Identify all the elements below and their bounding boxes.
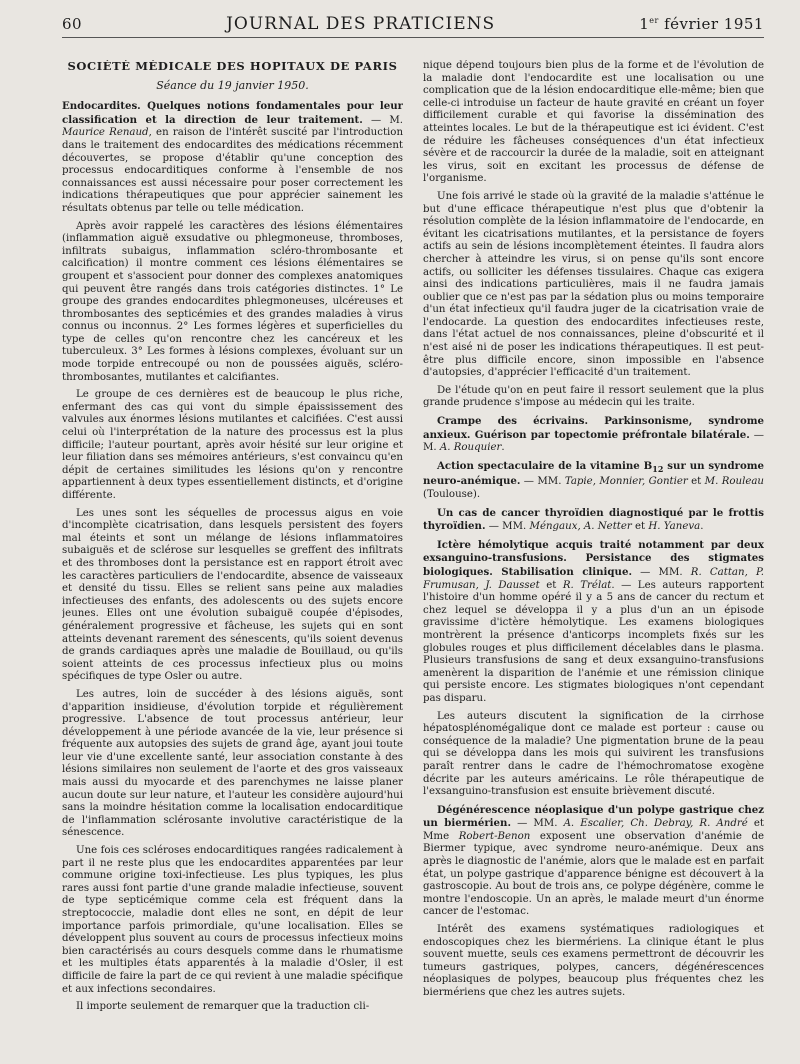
subscript-12: 12 xyxy=(652,463,664,474)
article-author: Maurice Renaud xyxy=(62,127,149,139)
issue-date-rest: février 1951 xyxy=(658,15,764,33)
society-heading: SOCIÉTÉ MÉDICALE DES HOPITAUX DE PARIS xyxy=(67,60,398,73)
running-header xyxy=(62,14,764,38)
article-author: M. Rouleau xyxy=(704,476,764,488)
article-crampe: Crampe des écrivains. Parkinsonisme, syndrome anxieux. Guérison par topectomie préfrontale bilatérale. — M. A. Rouquier. xyxy=(423,415,764,454)
paragraph: nique dépend toujours bien plus de la forme et de l'évolution de la maladie dont l'endocardite est une localisation ou une complication que de la lésion endocarditique elle-même; bien que celle-ci introduise un facteur de haute gravité en créant un foyer difficilement curable et qui favorise la dissémination des atteintes locales. Le but de la thérapeutique est ici évident. C'est de réduire les fâcheuses conséquences d'un état infectieux sévère et de raccourcir la durée de la maladie, soit en atteignant les virus, soit en excitant les processus de défense de l'organisme. xyxy=(423,60,764,185)
paragraph: Le groupe de ces dernières est de beaucoup le plus riche, enfermant des cas qui vont du simple épaississement des valvules aux énormes lésions mutilantes et calcifiées. C'est aussi celui où l'interprétation de la nature des processus est la plus difficile; l'auteur pourtant, après avoir hésité sur leur origine et leur filiation dans ses mémoires antérieurs, s'est convaincu qu'en dépit de certaines similitudes les lésions qu'on y rencontre appartiennent à deux types essentiellement distincts, et d'origine différente. xyxy=(62,389,403,501)
article-title: Endocardites. Quelques notions fondamentales pour leur classification et la direction de leur traitement. xyxy=(62,100,403,126)
article-title: Dégénérescence néoplasique d'un polype gastrique chez un biermérien. xyxy=(423,803,764,830)
article-author: A. Rouquier xyxy=(439,442,502,454)
issue-date-sup: er xyxy=(649,16,659,25)
issue-date-day: 1 xyxy=(639,15,650,33)
paragraph: Une fois arrivé le stade où la gravité de la maladie s'atténue le but d'une efficace thérapeutique n'est plus que d'obtenir la résolution complète de la lésion inflammatoire de l'endocarde, en évitant les cicatrisations mutilantes, et la persistance de foyers actifs au sein de lésions incomplètement éteintes. Il faudra alors chercher à atteindre les virus, si on pense qu'ils sont encore actifs, ou solliciter les défenses tissulaires. Chaque cas exigera ainsi des indications particulières, mais il ne faudra jamais oublier que ce n'est pas par la sédation plus ou moins temporaire d'un état infectieux qu'il faudra juger de la cicatrisation vraie de l'endocarde. La question des endocardites infectieuses reste, dans l'état actuel de nos connaissances, pleine d'obscurité et il n'est aisé ni de poser les indications thérapeutiques. Il est peut-être plus difficile encore, sinon impossible en l'absence d'autopsies, d'apprécier l'efficacité d'un traitement. xyxy=(423,190,764,379)
journal-title: JOURNAL DES PRATICIENS xyxy=(226,14,496,34)
article-endocardites: Endocardites. Quelques notions fondamentales pour leur classification et la direction de leur traitement. — M. Maurice Renaud, en raison de l'intérêt suscité par l'introduction dans le traitement des endocardites des médications récemment découvertes, se propose d'établir qu'une conception des processus endocarditiques conforme à l'ensemble de nos connaissances est aussi nécessaire pour poser correctement les indications thérapeutiques que pour apprécier sainement les résultats obtenus par telle ou telle médication. xyxy=(62,100,403,214)
article-author: Robert-Benon xyxy=(458,830,531,842)
columns xyxy=(62,60,764,1060)
article-polype-gastrique: Dégénérescence néoplasique d'un polype gastrique chez un biermérien. — MM. A. Escalier, Ch. Debray, R. André et Mme Robert-Benon exposent une observation d'anémie de Biermer typique, avec syndrome neuro-anémique. Deux ans après le diagnostic de l'anémie, alors que le malade est en parfait état, un polype gastrique d'apparence bénigne est découvert à la gastroscopie. Au bout de trois ans, ce polype dégénère, comme le montre l'endoscopie. Un an après, le malade meurt d'un énorme cancer de l'estomac. xyxy=(423,803,764,918)
article-title: Un cas de cancer thyroïdien diagnostiqué par le frottis thyroïdien. xyxy=(423,506,764,533)
paragraph: Les autres, loin de succéder à des lésions aiguës, sont d'apparition insidieuse, d'évolution torpide et régulièrement progressive. L'absence de tout processus antérieur, leur développement à une période avancée de la vie, leur présence si fréquente aux autopsies des sujets de grand âge, ayant joui toute leur vie d'une excellente santé, leur association constante à des lésions similaires non seulement de l'aorte et des gros vaisseaux mais aussi du myocarde et des parenchymes ne laisse planer aucun doute sur leur nature, et l'auteur les considère aujourd'hui sans la moindre hésitation comme la localisation endocarditique de l'inflammation sclérosante involutive caractéristique de la sénescence. xyxy=(62,688,403,839)
article-author: H. Yaneva xyxy=(648,521,701,533)
article-title: Crampe des écrivains. Parkinsonisme, syndrome anxieux. Guérison par topectomie préfrontale bilatérale. xyxy=(423,415,764,441)
paragraph: Les auteurs discutent la signification de la cirrhose hépatosplénomégalique dont ce malade est porteur : cause ou conséquence de la maladie? Une pigmentation brune de la peau qui se développa dans les mois qui suivirent les transfusions paraît rentrer dans le cadre de l'hémochromatose exogène décrite par les auteurs américains. Le rôle thérapeutique de l'exsanguino-transfusion est ensuite brièvement discuté. xyxy=(423,710,764,798)
article-title: Ictère hémolytique acquis traité notamment par deux exsanguino-transfusions. Persistance des stigmates biologiques. Stabilisation clinique. xyxy=(423,538,764,578)
paragraph: Il importe seulement de remarquer que la traduction cli- xyxy=(76,1001,370,1013)
article-author: R. Trélat xyxy=(562,579,612,591)
article-ictere-hemolytique: Ictère hémolytique acquis traité notamment par deux exsanguino-transfusions. Persistance des stigmates biologiques. Stabilisation clinique. — MM. R. Cattan, P. Frumusan, J. Dausset et R. Trélat. — Les auteurs rapportent l'histoire d'un homme opéré il y a 5 ans de cancer du rectum et chez lequel se développa il y a plus d'un an un épisode gravissime d'ictère hémolytique. Les examens biologiques montrèrent la présence d'anticorps incomplets fixés sur les globules rouges et plus difficilement décelables dans le plasma. Plusieurs transfusions de sang et deux exsanguino-transfusions amenèrent la disparition de l'anémie et une rémission clinique qui persiste encore. Les stigmates biologiques n'ont cependant pas disparu. xyxy=(423,538,764,704)
paragraph: Les unes sont les séquelles de processus aigus en voie d'incomplète cicatrisation, dans lesquels persistent des foyers mal éteints et sont un mélange de lésions inflammatoires subaiguës et de sclérose sur lesquelles se greffent des infiltrats et des thromboses dont la persistance est en rapport étroit avec les caractères particuliers de l'endocardite, absence de vaisseaux et densité du tissu. Elles se relient sans peine aux maladies infectieuses des enfants, des adolescents ou des sujets encore jeunes. Elles ont une évolution subaiguë coupée d'épisodes, généralement progressive et fâcheuse, les sujets qui en sont atteints devenant rarement des sénescents, qu'ils soient devenus de grands cardiaques après une maladie de Bouillaud, ou qu'ils soient atteints de ces processus infectieux plus ou moins spécifiques de type Osler ou autre. xyxy=(62,507,403,683)
article-author: A. Escalier, Ch. Debray, R. André xyxy=(563,818,748,830)
paragraph: exposent une observation d'anémie de Biermer typique, avec syndrome neuro-anémique. Deux ans après le diagnostic de l'anémie, alors que le malade est en parfait état, un polype gastrique d'apparence bénigne est découvert à la gastroscopie. Au bout de trois ans, ce polype dégénère, comme le montre l'endoscopie. Un an après, le malade meurt d'un énorme cancer de l'estomac. xyxy=(423,830,764,918)
article-author: Tapie, Monnier, Gontier xyxy=(564,476,688,488)
article-author: R. Cattan, P. Frumusan, J. Dausset xyxy=(423,567,764,591)
issue-date xyxy=(639,15,764,33)
paragraph: Après avoir rappelé les caractères des lésions élémentaires (inflammation aiguë exsudative ou phlegmoneuse, thromboses, infiltrats subaigus, inflammation scléro-thrombosante et calcification) il montre comment ces lésions élémentaires se groupent et s'associent pour donner des complexes anatomiques qui peuvent être rangés dans trois catégories distinctes. 1° Le groupe des grandes endocardites phlegmoneuses, ulcéreuses et thrombosantes des septicémies et des grandes maladies à virus connus ou inconnus. 2° Les formes légères et superficielles du type de celles qu'on rencontre chez les cancéreux et les tuberculeux. 3° Les formes à lésions complexes, évoluant sur un mode torpide entrecoupé ou non de poussées aiguës, scléro-thrombosantes, mutilantes et calcifiantes. xyxy=(62,220,403,383)
article-cancer-thyroidien: Un cas de cancer thyroïdien diagnostiqué par le frottis thyroïdien. — MM. Méngaux, A. Netter et H. Yaneva. xyxy=(423,506,764,533)
article-title: Action spectaculaire de la vitamine $B_{12}$ sur un syndrome neuro-anémique. xyxy=(423,459,764,488)
paragraph: Une fois ces scléroses endocarditiques rangées radicalement à part il ne reste plus que les endocardites apparentées par leur commune origine toxi-infectieuse. Les plus typiques, les plus rares aussi font partie d'une grande maladie infectieuse, souvent de type septicémique comme cela est fréquent dans la streptococcie, maladie dont elles ne sont, en dépit de leur importance parfois primordiale, qu'une localisation. Elles se développent plus souvent au cours de processus infectieux moins bien caractérisés au cours desquels comme dans le rhumatisme et les multiples états apparentés à la maladie d'Osler, il est difficile de faire la part de ce qui revient à une maladie spécifique et aux infections secondaires. xyxy=(62,845,403,995)
article-author: Méngaux, A. Netter xyxy=(529,521,632,533)
page-number: 60 xyxy=(62,15,83,33)
paragraph: . — Les auteurs rapportent l'histoire d'un homme opéré il y a 5 ans de cancer du rectum et chez lequel se développa il y a plus d'un an un épisode gravissime d'ictère hémolytique. Les examens biologiques montrèrent la présence d'anticorps incomplets fixés sur les globules rouges et plus difficilement décelables dans le plasma. Plusieurs transfusions de sang et deux exsanguino-transfusions amenèrent la disparition de l'anémie et une rémission clinique qui persiste encore. Les stigmates biologiques n'ont cependant pas disparu. xyxy=(423,579,764,704)
paragraph: De l'étude qu'on en peut faire il ressort seulement que la plus grande prudence s'impose au médecin qui les traite. xyxy=(423,384,764,409)
left-column xyxy=(62,60,403,1060)
article-vitamine-b12: Action spectaculaire de la vitamine $B_{12}$ sur un syndrome neuro-anémique. — MM. Tapie, Monnier, Gontier et M. Rouleau (Toulouse). xyxy=(423,459,764,501)
paragraph: Intérêt des examens systématiques radiologiques et endoscopiques chez les biermériens. La clinique étant le plus souvent muette, seuls ces examens permettront de découvrir les tumeurs gastriques, polypes, cancers, dégénérescences néoplasiques de polypes, beaucoup plus fréquentes chez les biermériens que chez les autres sujets. xyxy=(423,924,764,998)
session-date: Séance du 19 janvier 1950. xyxy=(156,78,309,92)
paragraph: , en raison de l'intérêt suscité par l'introduction dans le traitement des endocardites des médications récemment découvertes, se propose d'établir qu'une conception des processus endocarditiques conforme à l'ensemble de nos connaissances est aussi nécessaire pour poser correctement les indications thérapeutiques que pour apprécier sainement les résultats obtenus par telle ou telle médication. xyxy=(62,127,403,214)
right-column xyxy=(423,60,764,1060)
